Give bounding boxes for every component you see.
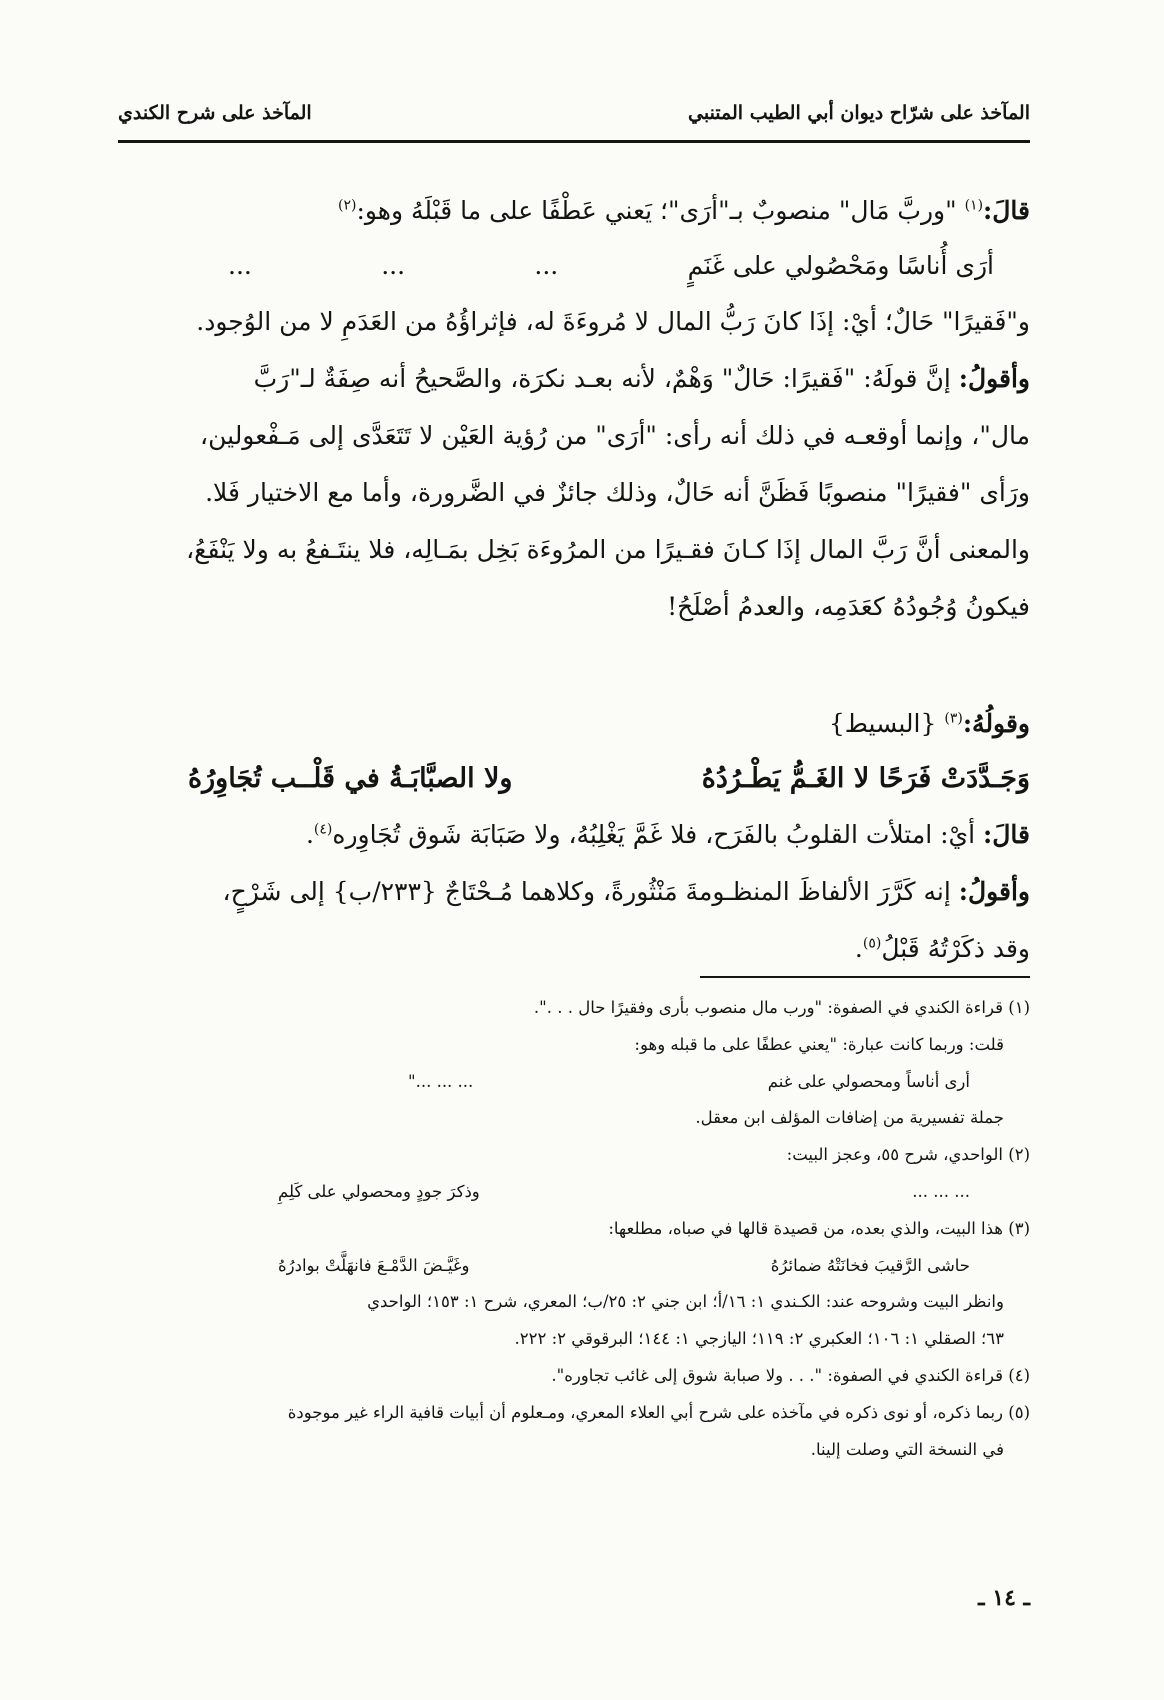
hemistich: وَجَـدَّدَتْ فَرَحًا لا الغَـمُّ يَطْـرُدُهُ [701,763,1030,794]
hemistich: حاشى الرَّقيبَ فخانَتْهُ ضمائرُهُ [770,1255,970,1275]
poem-line [118,239,1030,293]
footnote-ref: (٥) [862,935,882,952]
hemistich: أرى أناساً ومحصولي على غنم [767,1071,970,1091]
speaker-label: قالَ: [983,820,1030,849]
paragraph-line: و"فَقيرًا" حَالٌ؛ أيْ: إذَا كانَ رَبُّ المال لا مُروءَةَ له، فإثراؤُهُ من العَدَمِ لا من الوُجود. [196,307,1030,336]
paragraph-line [118,863,1030,920]
line-text: أيْ: امتلأت القلوبُ بالفَرَح، فلا غَمَّ يَغْلِبُهُ، ولا صَبَابَة شَوق تُجَاوِره [332,820,984,849]
footnote-rule [700,976,1030,978]
footnote-5: (٥) ربما ذكره، أو نوى ذكره في مآخذه على شرح أبي العلاء المعري، ومـعلوم أن أبيات قافية الراء غير موجودة [287,1402,1030,1422]
footnote-2: (٢) الواحدي، شرح ٥٥، وعجز البيت: [786,1145,1030,1165]
ellipsis: ... ... ..." [408,1071,474,1091]
line-text: "وربَّ مَال" منصوبٌ بـ"أرَى"؛ يَعني عَطْفًا على ما قَبْلَهُ وهو: [356,196,965,225]
footnote-ref: (٤) [313,821,333,838]
hemistich: ولا الصبَّابَـةُ في قَلْــب تُجَاوِرُهُ [188,763,513,794]
footnote-poem-line [118,1248,1030,1285]
footnote-1: (١) قراءة الكندي في الصفوة: "ورب مال منصوب بأرى وفقيرًا حال . . .". [533,998,1030,1017]
running-header [118,92,1030,134]
header-book-title: المآخذ على شرّاح ديوان أبي الطيب المتنبي [688,102,1030,124]
footnote-line: ٦٣؛ الصقلي ١: ١٠٦؛ العكبري ٢: ١١٩؛ اليازجي ١: ١٤٤؛ البرقوقي ٢: ٢٢٢. [514,1329,1004,1349]
footnotes [118,990,1030,1468]
section-gap [118,635,1030,695]
ellipsis: ... ... ... [912,1181,970,1201]
footnote-line: قلت: وربما كانت عبارة: "يعني عطفًا على ما قبله وهو: [634,1034,1004,1054]
paragraph-line [118,182,1030,239]
paragraph-line [118,920,1030,977]
ellipsis: ... [381,251,406,280]
footnote-line: في النسخة التي وصلت إلينا. [810,1439,1004,1459]
verse-line [118,752,1030,806]
paragraph-line: فيكونُ وُجُودُهُ كعَدَمِه، والعدمُ أصْلَحُ! [667,592,1030,621]
header-section-title: المآخذ على شرح الكندي [118,102,312,124]
speaker-label: قالَ: [983,196,1030,225]
footnote-line: وانظر البيت وشروحه عند: الكـندي ١: ١٦/أ؛ ابن جني ٢: ٢٥/ب؛ المعري، شرح ١: ١٥٣؛ الواحدي [367,1292,1004,1312]
header-rule [118,140,1030,143]
ellipsis: ... [534,251,559,280]
footnote-ref: (١) [964,197,984,214]
punctuation: . [305,820,314,849]
footnote-ref: (٢) [338,197,357,214]
footnote-poem-line [118,1064,1030,1101]
main-text [118,182,1030,977]
line-text: إنَّ قولَهُ: "فَقيرًا: حَالٌ" وَهْمٌ، لأنه بعـد نكرَة، والصَّحيحُ أنه صِفَةٌ لـ"رَبَّ [253,364,959,393]
paragraph-line [118,695,1030,752]
footnote-poem-line [118,1174,1030,1211]
hemistich: وذكرَ جودٍ ومحصولي على كَلِمِ [278,1181,480,1201]
paragraph-line: والمعنى أنَّ رَبَّ المال إذَا كـانَ فقـيرًا من المرُوءَة بَخِل بمَـالِه، فلا ينتَـفعُ به ولا يَنْفَعُ، [186,535,1030,564]
footnote-4: (٤) قراءة الكندي في الصفوة: ". . . ولا صبابة شوق إلى غائب تجاوره". [551,1365,1030,1385]
speaker-label: وأقولُ: [958,877,1030,906]
footnote-ref: (٣) [944,710,963,727]
ellipsis: ... [228,251,252,280]
hemistich: أرَى أُناسًا ومَحْصُولي على غَنَمٍ [687,251,994,280]
footnote-3: (٣) هذا البيت، والذي بعده، من قصيدة قالها في صباه، مطلعها: [608,1218,1030,1238]
paragraph-line [118,350,1030,407]
line-text: وقد ذكَرْتُهُ قَبْلُ [881,934,1030,963]
page-number: ـ ١٤ ـ [978,1585,1030,1611]
line-text: إنه كَرَّرَ الألفاظَ المنظـومةَ مَنْثُورةً، وكلاهما مُـحْتَاجٌ {٢٣٣/ب} إلى شَرْحٍ، [222,877,959,906]
speaker-label: وقولُهُ: [962,709,1030,738]
paragraph-line: ورَأى "فقيرًا" منصوبًا فَظَنَّ أنه حَالٌ، وذلك جائزٌ في الضَّرورة، وأما مع الاختيار فَلا. [205,478,1030,507]
punctuation: . [854,934,863,963]
hemistich: وغَيَّـضَ الدَّمْـعَ فانهَلَّتْ بوادرُهُ [278,1255,470,1275]
paragraph-line [118,806,1030,863]
meter-label: {البسيط} [828,709,945,738]
speaker-label: وأقولُ: [958,364,1030,393]
footnote-line: جملة تفسيرية من إضافات المؤلف ابن معقل. [695,1108,1004,1128]
paragraph-line: مال"، وإنما أوقعـه في ذلك أنه رأى: "أرَى" من رُؤية العَيْن لا تَتَعَدَّى إلى مَـفْعولين، [200,421,1030,450]
